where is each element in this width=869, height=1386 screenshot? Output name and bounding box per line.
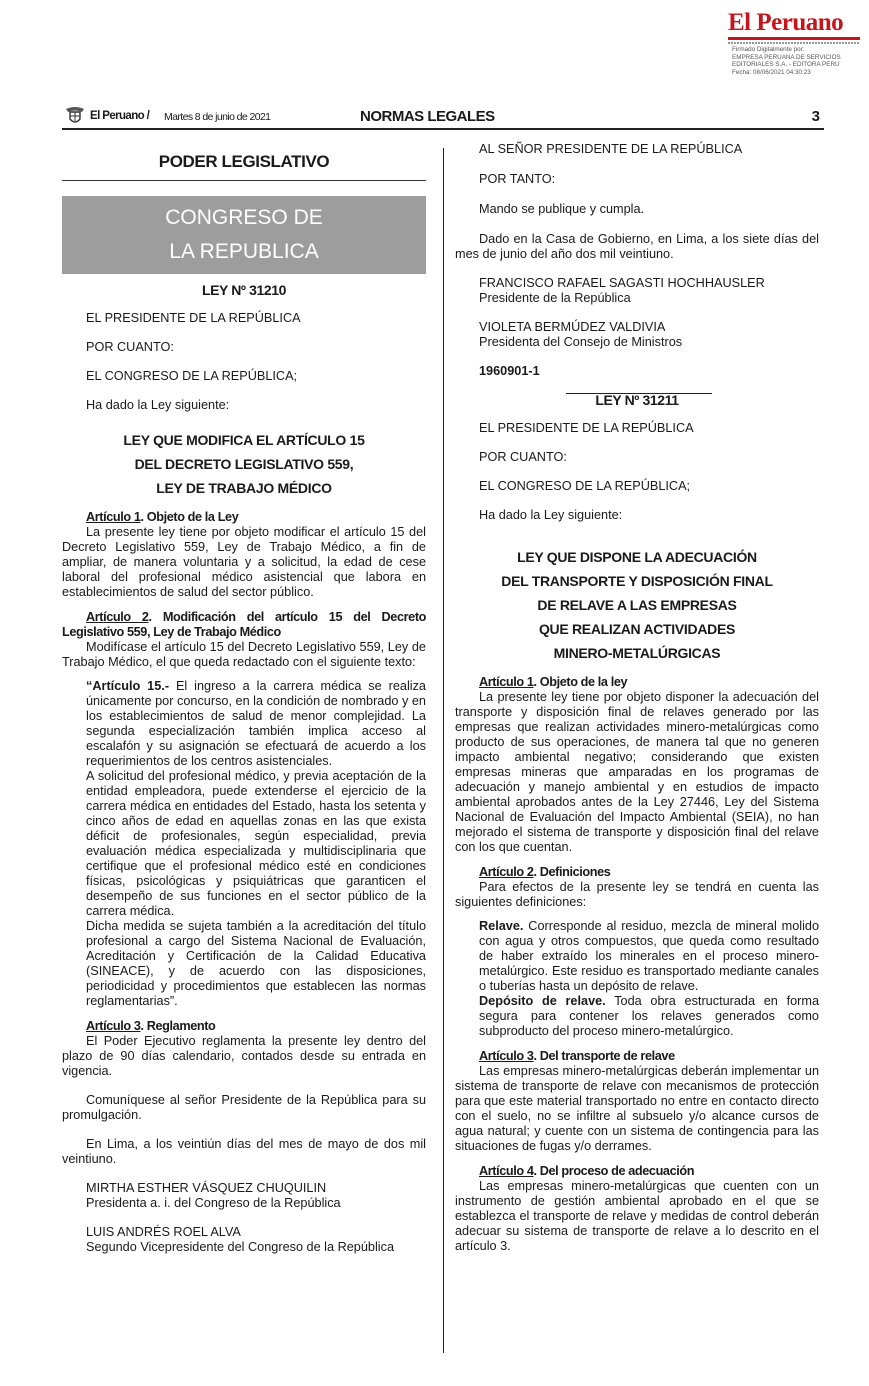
signatory-role: Presidente de la República (479, 291, 631, 305)
law-heading-line: DEL DECRETO LEGISLATIVO 559, (134, 456, 354, 472)
header-paper-name: El Peruano / (90, 110, 150, 122)
section-title: PODER LEGISLATIVO (158, 152, 330, 171)
signature-line: EMPRESA PERUANA DE SERVICIOS (732, 53, 841, 61)
quote-paragraph (86, 679, 426, 769)
definitions (455, 919, 819, 1039)
article-subtitle: . Del proceso de adecuación (533, 1164, 695, 1178)
logo-rule (728, 37, 860, 40)
closing-text: Dado en la Casa de Gobierno, en Lima, a los siete días del mes de junio del año dos mil veintiuno. (455, 232, 819, 261)
logo-text: El Peruano (728, 9, 844, 36)
article-subtitle: . Modificación del artículo 15 del Decreto Legislativo 559, Ley de Trabajo Médico (62, 610, 426, 639)
article-heading (455, 675, 819, 690)
preamble-line: EL PRESIDENTE DE LA REPÚBLICA (479, 421, 694, 435)
publication-code: 1960901-1 (479, 364, 540, 378)
congress-banner (62, 196, 426, 274)
law-heading (455, 545, 819, 665)
article-subtitle: . Objeto de la ley (533, 675, 628, 689)
right-column (455, 142, 819, 1254)
article-heading (455, 1049, 819, 1064)
article-body: El Poder Ejecutivo reglamenta la presente ley dentro del plazo de 90 días calendario, contados desde su entrada en vigencia. (62, 1034, 426, 1078)
quote-text: El ingreso a la carrera médica se realiza únicamente por concurso, en la condición de nombrado y en los establecimientos de salud de menor complejidad. La segunda especialización también implica acceso al escalafón y su asignación se efectuará de acuerdo a los requerimientos de los centros asistenciales. (86, 679, 426, 768)
law-heading-line: LEY QUE DISPONE LA ADECUACIÓN (517, 549, 757, 565)
article-body: Las empresas minero-metalúrgicas que cuenten con un instrumento de gestión ambiental aprobado en el que se establezca el transporte de relave y medidas de control deberán adecuar su sistema de transporte de relave a lo descrito en el artículo 3. (455, 1179, 819, 1253)
article-body: Para efectos de la presente ley se tendrá en cuenta las siguientes definiciones: (455, 880, 819, 909)
law-heading-line: LEY QUE MODIFICA EL ARTÍCULO 15 (123, 432, 365, 448)
closing-text: Mando se publique y cumpla. (479, 202, 645, 216)
logo-tagline (728, 42, 860, 44)
signatory-role: Segundo Vicepresidente del Congreso de la República (86, 1240, 395, 1254)
law-heading-line: DE RELAVE A LAS EMPRESAS (537, 597, 737, 613)
article-heading (455, 1164, 819, 1179)
quoted-article (62, 679, 426, 1009)
law-number: LEY Nº 31211 (595, 392, 679, 408)
el-peruano-logo (728, 10, 864, 44)
article-subtitle: . Definiciones (533, 865, 611, 879)
article-subtitle: . Reglamento (140, 1019, 216, 1033)
signature-line: Fecha: 08/06/2021 04:30:23 (732, 68, 811, 76)
signatory-role: Presidenta a. i. del Congreso de la República (86, 1196, 341, 1210)
article-heading (62, 610, 426, 640)
article-subtitle: . Del transporte de relave (533, 1049, 675, 1063)
preamble-line: Ha dado la Ley siguiente: (86, 398, 230, 412)
congress-line: CONGRESO DE (165, 206, 323, 229)
signatory-name: LUIS ANDRÉS ROEL ALVA (86, 1225, 241, 1239)
closing-text: Comuníquese al señor Presidente de la República para su promulgación. (62, 1093, 426, 1122)
law-heading (62, 428, 426, 500)
signatory-name: MIRTHA ESTHER VÁSQUEZ CHUQUILIN (86, 1181, 327, 1195)
preamble-line: EL CONGRESO DE LA REPÚBLICA; (479, 479, 691, 493)
article-heading (62, 1019, 426, 1034)
article-title: Artículo 4 (479, 1164, 534, 1178)
article-heading (455, 865, 819, 880)
article-title: Artículo 1 (86, 510, 141, 524)
article-subtitle: . Objeto de la Ley (140, 510, 239, 524)
law-heading-line: DEL TRANSPORTE Y DISPOSICIÓN FINAL (501, 573, 773, 589)
quote-paragraph: Dicha medida se sujeta también a la acreditación del título profesional a cargo del Sistema Nacional de Evaluación, Acreditación y Certificación de la Calidad Educativa (SINEACE), y de acuerdo con las disposiciones, periodicidad y procedimientos que establecen las normas reglamentarias”. (86, 919, 426, 1008)
preamble-line: Ha dado la Ley siguiente: (479, 508, 623, 522)
article-heading (62, 510, 426, 525)
closing-text: En Lima, a los veintiún días del mes de mayo de dos mil veintiuno. (62, 1137, 426, 1166)
article-body: La presente ley tiene por objeto modificar el artículo 15 del Decreto Legislativo 559, Ley de Trabajo Médico, a fin de ampliar, de manera voluntaria y a solicitud, la edad de cese laboral del profesional médico asistencial que labora en establecimientos de salud del sector público. (62, 525, 426, 599)
article-body: Las empresas minero-metalúrgicas deberán implementar un sistema de transporte de relave con mecanismos de protección para que este material transportado no entre en contacto directo con el suelo, no se infiltre al subsuelo y/o alcance cursos de agua natural; y cuente con un sistema de contingencia para las situaciones de fugas y/o derrames. (455, 1064, 819, 1153)
definition-term: Relave. (479, 919, 524, 933)
definition (479, 994, 819, 1039)
preamble-line: EL PRESIDENTE DE LA REPÚBLICA (86, 311, 301, 325)
definition-text: Toda obra estructurada en forma segura para contener los relaves generados como subproducto del proceso minero-metalúrgico. (479, 994, 820, 1038)
signature-line: EDITORIALES S.A. - EDITORA PERU (732, 61, 840, 69)
law-heading-line: QUE REALIZAN ACTIVIDADES (538, 621, 736, 637)
closing-text: AL SEÑOR PRESIDENTE DE LA REPÚBLICA (479, 142, 743, 156)
preamble-line: EL CONGRESO DE LA REPÚBLICA; (86, 369, 298, 383)
section-rule (62, 180, 426, 181)
article-title: Artículo 3 (479, 1049, 534, 1063)
definition-term: Depósito de relave. (479, 994, 606, 1008)
definition (479, 919, 819, 994)
article-title: Artículo 3 (86, 1019, 141, 1033)
article-title: Artículo 2 (479, 865, 534, 879)
preamble-line: POR CUANTO: (479, 450, 567, 464)
signature-line: Firmado Digitalmente por: (732, 46, 805, 53)
quote-paragraph: A solicitud del profesional médico, y previa aceptación de la entidad empleadora, puede extenderse el ejercicio de la carrera médica en entidades del Estado, hasta los setenta y cinco años de edad en aquellas zonas en las que exista déficit de profesionales, según especialidad, previa evaluación médica especializada y multidisciplinaria que certifique que el profesional médico esté en condiciones físicas, psicológicas y psiquiátricas que garanticen el desempeño de sus funciones en el sector público de la carrera médica. (86, 769, 426, 918)
congress-line: LA REPUBLICA (169, 240, 319, 263)
header-section: NORMAS LEGALES (360, 108, 495, 125)
preamble-line: POR CUANTO: (86, 340, 174, 354)
signatory-name: FRANCISCO RAFAEL SAGASTI HOCHHAUSLER (479, 276, 765, 290)
article-body: La presente ley tiene por objeto disponer la adecuación del transporte y disposición final de relaves generado por las empresas que realizan actividades minero-metalúrgicas como producto de sus operaciones, de manera tal que no generen impacto ambiental negativo; considerando que existen empresas mineras que amparadas en los programas de adecuación y manejo ambiental y en estudios de impacto ambiental aprobados antes de la Ley 27446, Ley del Sistema Nacional de Evaluación del Impacto Ambiental (SEIA), no han mejorado el sistema de transporte y disposición final del relave con los que cuentan. (455, 690, 819, 854)
header-rule (62, 128, 824, 130)
law-heading-line: LEY DE TRABAJO MÉDICO (156, 480, 332, 496)
column-divider (443, 148, 444, 1353)
coat-of-arms-icon (64, 106, 86, 126)
closing-text: POR TANTO: (479, 172, 556, 186)
left-column (62, 283, 426, 1255)
article-title: Artículo 1 (479, 675, 534, 689)
definition-text: Corresponde al residuo, mezcla de mineral molido con agua y otros compuestos, que queda como resultado de haber extraído los minerales en el proceso minero-metalúrgico. Este residuo es transportado mediante canales o tuberías hasta un depósito de relave. (479, 919, 819, 993)
page-number: 3 (811, 108, 820, 125)
signatory-name: VIOLETA BERMÚDEZ VALDIVIA (479, 320, 666, 334)
header-date: Martes 8 de junio de 2021 (164, 111, 271, 123)
digital-signature (732, 46, 862, 76)
article-body: Modifícase el artículo 15 del Decreto Legislativo 559, Ley de Trabajo Médico, el que queda redactado con el siguiente texto: (62, 640, 426, 669)
law-number: LEY Nº 31210 (201, 282, 287, 298)
quote-lead: “Artículo 15.- (86, 679, 170, 693)
article-title: Artículo 2 (86, 610, 149, 624)
law-heading-line: MINERO-METALÚRGICAS (553, 645, 721, 661)
signatory-role: Presidenta del Consejo de Ministros (479, 335, 683, 349)
page-header (62, 104, 824, 130)
law-separator (566, 393, 712, 394)
